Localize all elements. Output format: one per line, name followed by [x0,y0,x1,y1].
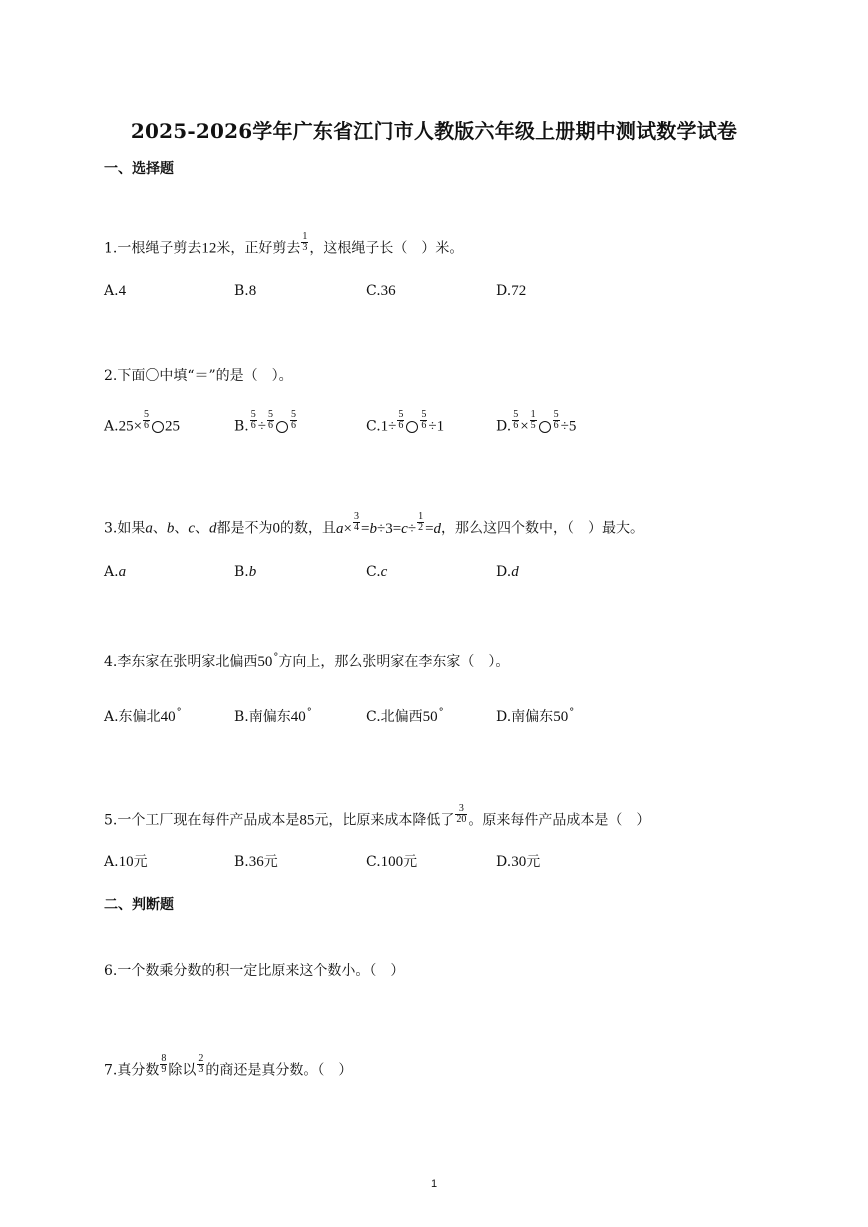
page-number: 1 [430,1178,438,1190]
q2-option-b[interactable]: B. $\frac{5}{6}$ ÷ $\frac{5}{6}$ $\frac{5}{6}$ [234,409,296,435]
q1-number: 12 [201,240,217,257]
q3-equation: a× $\frac{3}{4}$ =b÷3=c÷ $\frac{1}{2}$ =d [336,511,442,537]
q4-option-d[interactable]: D.南偏东50° [496,707,575,725]
q1-option-c[interactable]: C.36 [366,283,396,299]
compare-circle [406,421,418,433]
q1-suffix: ，这根绳子长（ ）米。 [309,240,464,257]
q5-option-a[interactable]: A.10元 [104,854,148,870]
q4-option-b[interactable]: B.南偏东40° [234,707,312,725]
q4-option-c[interactable]: C.北偏西50° [366,707,444,725]
q3-option-d[interactable]: D.d [496,564,519,580]
question-6: 6.一个数乘分数的积一定比原来这个数小。（ ） [104,963,405,979]
page-title: 2025-2026学年广东省江门市人教版六年级上册期中测试数学试卷 [130,119,738,143]
q3-option-a[interactable]: A.a [104,564,127,580]
question-7: 7.真分数 $\frac{8}{9}$ 除以 $\frac{2}{3}$ 的商还是真分数。（ ） [104,1053,353,1079]
q4-option-a[interactable]: A.东偏北40° [104,707,182,725]
compare-circle [152,421,164,433]
question-2: 2.下面〇中填“＝”的是（ ）。 [104,368,293,384]
q1-mid: 米，正好剪去 [216,240,301,257]
q2-option-c[interactable]: C.1÷ $\frac{5}{6}$ $\frac{5}{6}$ ÷1 [366,409,445,435]
q5-option-d[interactable]: D.30元 [496,854,541,870]
section-choice-heading: 一、选择题 [104,161,174,177]
q2-option-d[interactable]: D. $\frac{5}{6}$ × $\frac{1}{5}$ $\frac{5}{6}$ ÷5 [496,409,577,435]
q3-option-b[interactable]: B.b [234,564,257,580]
compare-circle [276,421,288,433]
q5-option-b[interactable]: B.36元 [234,854,278,870]
q3-option-c[interactable]: C.c [366,564,388,580]
q5-option-c[interactable]: C.100元 [366,854,418,870]
question-5: 5.一个工厂现在每件产品成本是85元，比原来成本降低了 $\frac{3}{20}$ 。原来每件产品成本是（ ） [104,803,651,829]
q1-option-b[interactable]: B.8 [234,283,257,299]
question-4: 4.李东家在张明家北偏西50°方向上，那么张明家在李东家（ ）。 [104,652,510,670]
compare-circle [539,421,551,433]
section-judge-heading: 二、判断题 [104,897,174,913]
question-3: 3.如果a、b、c、d都是不为0的数，且a× $\frac{3}{4}$ =b÷3=c÷ $\frac{1}{2}$ =d，那么这四个数中，（ ）最大。 [104,511,645,537]
q1-fraction: $\frac{1}{3}$ [302,231,308,253]
q1-option-d[interactable]: D.72 [496,283,527,299]
question-1 [104,231,464,259]
q2-option-a[interactable]: A.25× $\frac{5}{6}$ 25 [104,409,181,435]
q1-prefix: 1.一根绳子剪去 [104,240,202,257]
q1-option-a[interactable]: A.4 [104,283,127,299]
